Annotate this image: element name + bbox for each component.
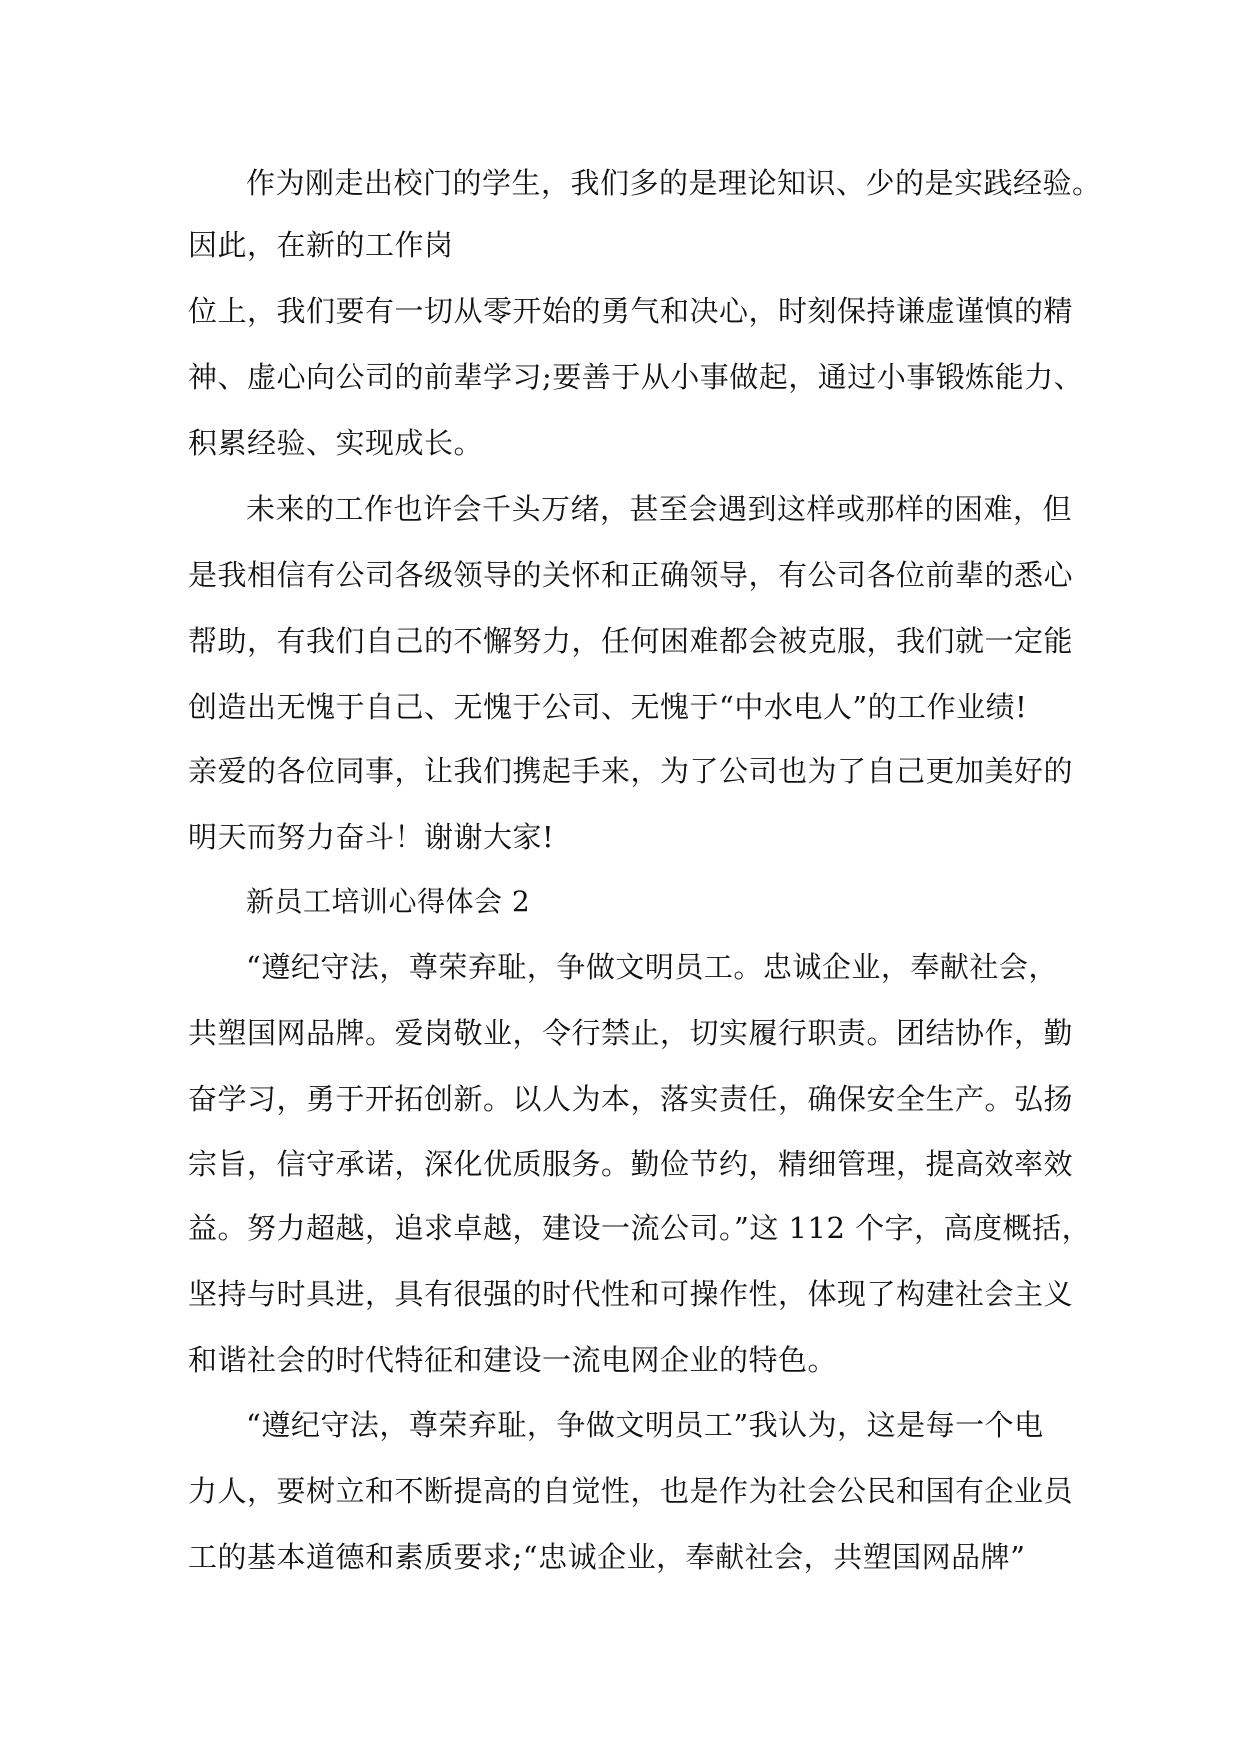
- paragraph-1-line-4: 神、虚心向公司的前辈学习;要善于从小事做起，通过小事锻炼能力、: [188, 360, 1084, 394]
- section-heading: 新员工培训心得体会 2: [246, 885, 531, 918]
- paragraph-3-line-1: “遵纪守法，尊荣弃耻，争做文明员工。忠诚企业，奉献社会，: [246, 950, 1058, 984]
- paragraph-2-line-3: 帮助，有我们自己的不懈努力，任何困难都会被克服，我们就一定能: [188, 624, 1074, 658]
- paragraph-2-line-2: 是我相信有公司各级领导的关怀和正确领导，有公司各位前辈的悉心: [188, 558, 1074, 592]
- paragraph-4-line-3: 工的基本道德和素质要求;“忠诚企业，奉献社会，共塑国网品牌”: [188, 1540, 1026, 1574]
- paragraph-2-line-4: 创造出无愧于自己、无愧于公司、无愧于“中水电人”的工作业绩!: [188, 690, 1028, 724]
- paragraph-1-line-1: 作为刚走出校门的学生，我们多的是理论知识、少的是实践经验。: [246, 166, 1102, 200]
- paragraph-4-line-2: 力人，要树立和不断提高的自觉性，也是作为社会公民和国有企业员: [188, 1474, 1074, 1508]
- paragraph-2-line-5: 亲爱的各位同事，让我们携起手来，为了公司也为了自己更加美好的: [188, 754, 1074, 788]
- paragraph-3-line-3: 奋学习，勇于开拓创新。以人为本，落实责任，确保安全生产。弘扬: [188, 1082, 1074, 1116]
- paragraph-2-line-6: 明天而努力奋斗！谢谢大家!: [188, 820, 555, 854]
- paragraph-1-line-2: 因此，在新的工作岗: [188, 228, 454, 262]
- paragraph-3-line-4: 宗旨，信守承诺，深化优质服务。勤俭节约，精细管理，提高效率效: [188, 1147, 1074, 1181]
- paragraph-4-line-1: “遵纪守法，尊荣弃耻，争做文明员工”我认为，这是每一个电: [246, 1408, 1044, 1442]
- paragraph-3-line-6: 坚持与时具进，具有很强的时代性和可操作性，体现了构建社会主义: [188, 1277, 1074, 1311]
- paragraph-1-line-3: 位上，我们要有一切从零开始的勇气和决心，时刻保持谦虚谨慎的精: [188, 294, 1074, 328]
- paragraph-1-line-5: 积累经验、实现成长。: [188, 426, 484, 460]
- paragraph-3-line-7: 和谐社会的时代特征和建设一流电网企业的特色。: [188, 1343, 838, 1377]
- paragraph-3-line-2: 共塑国网品牌。爱岗敬业，令行禁止，切实履行职责。团结协作，勤: [188, 1016, 1074, 1050]
- paragraph-3-line-5: 益。努力超越，追求卓越，建设一流公司。”这 112 个字，高度概括，: [188, 1211, 1092, 1245]
- paragraph-2-line-1: 未来的工作也许会千头万绪，甚至会遇到这样或那样的困难，但: [246, 492, 1073, 526]
